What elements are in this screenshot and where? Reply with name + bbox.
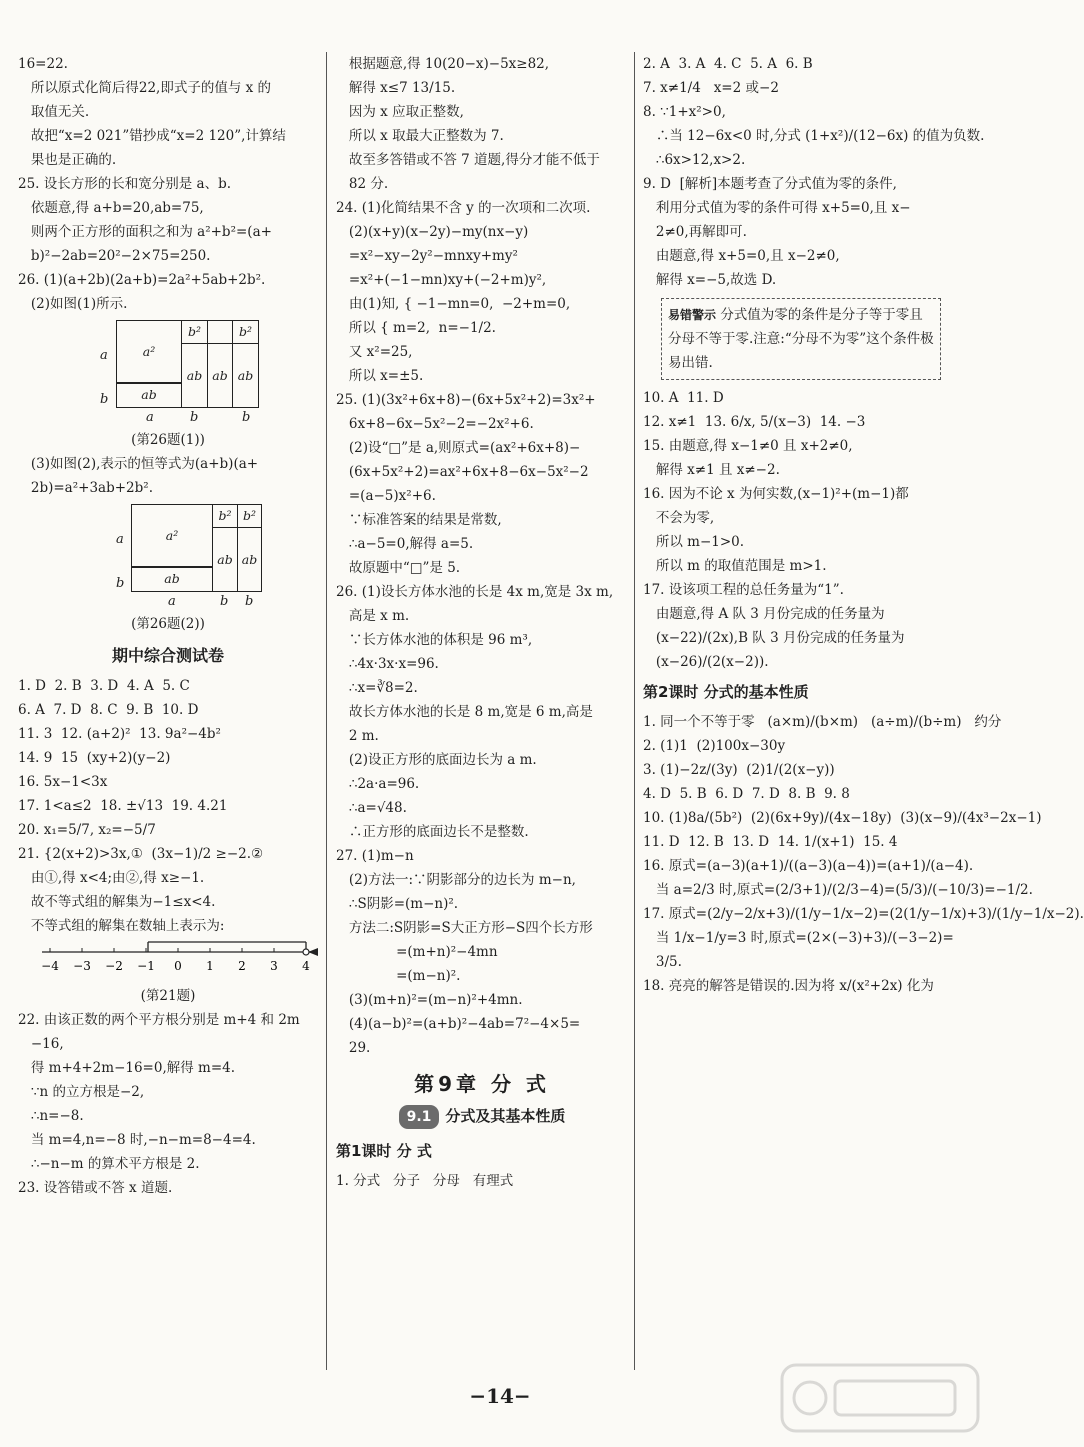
text-line: 高是 x m. (336, 608, 410, 624)
warning-text: 分式值为零的条件是分子等于零且分母不等于零.注意:“分母不为零”这个条件极易出错. (668, 307, 934, 371)
text-line: (2)如图(1)所示. (18, 296, 128, 312)
text-line: (6x+5x²+2)=ax²+6x+8−6x−5x²−2 (336, 464, 589, 480)
tick-label: −3 (73, 959, 91, 973)
text-line: ∵长方体水池的体积是 96 m³, (336, 632, 533, 648)
text-line: (2)设“□”是 a,则原式=(ax²+6x+8)− (336, 440, 581, 456)
text-line: 16. 因为不论 x 为何实数,(x−1)²+(m−1)都 (643, 486, 909, 502)
tick-label: 3 (270, 959, 278, 973)
text-line: 不等式组的解集在数轴上表示为: (18, 918, 225, 934)
text-line: 所以 m−1>0. (643, 534, 745, 550)
text-line: 3/5. (643, 954, 682, 970)
answer-block (18, 452, 318, 500)
number-line (18, 938, 308, 984)
text-line: 16. 5x−1<3x (18, 774, 108, 790)
text-line: 所以 { m=2, n=−1/2. (336, 320, 496, 336)
figure-caption: (第26题(2)) (131, 616, 205, 632)
fig-cell (207, 320, 233, 344)
text-line: 当 m=4,n=−8 时,−n−m=8−4=4. (18, 1132, 256, 1148)
column-divider (326, 52, 327, 1370)
text-line: 2b)=a²+3ab+2b². (18, 480, 153, 496)
text-line: ∴n=−8. (18, 1108, 84, 1124)
text-line: 27. (1)m−n (336, 848, 414, 864)
section-badge: 9.1 (399, 1105, 440, 1129)
text-line: ∴a=√48. (336, 800, 407, 816)
fig-cell: ab (131, 566, 213, 592)
text-line: ∴当 12−6x<0 时,分式 (1+x²)/(12−6x) 的值为负数. (643, 128, 985, 144)
text-line: 25. 设长方形的长和宽分别是 a、b. (18, 176, 232, 192)
fig-side-label: a (116, 532, 124, 547)
text-line: ∴a−5=0,解得 a=5. (336, 536, 474, 552)
text-line: 6. A 7. D 8. C 9. B 10. D (18, 702, 199, 718)
answer-block (643, 710, 1084, 998)
text-line: 当 a=2/3 时,原式=(2/3+1)/(2/3−4)=(5/3)/(−10/3)=−1/2. (643, 882, 1033, 898)
answer-block (336, 1169, 628, 1193)
answer-block (643, 52, 985, 292)
fig-cell: ab (207, 343, 233, 408)
column-middle (336, 52, 628, 1193)
tick-label: −2 (105, 959, 123, 973)
text-line: 故把“x=2 021”错抄成“x=2 120”,计算结 (18, 128, 286, 144)
text-line: 解得 x≤7 13/15. (336, 80, 456, 96)
text-line: (4)(a−b)²=(a+b)²−4ab=7²−4×5= (336, 1016, 581, 1032)
text-line: ∴正方形的底面边长不是整数. (336, 824, 529, 840)
warning-tag: 易错警示 (668, 308, 717, 322)
text-line: 不会为零, (643, 510, 715, 526)
fig-cell: ab (116, 382, 182, 408)
text-line: (2)设正方形的底面边长为 a m. (336, 752, 537, 768)
answer-block (643, 386, 943, 674)
fig-cell: ab (232, 343, 259, 408)
text-line: 所以 x=±5. (336, 368, 424, 384)
text-line: =x²+(−1−mn)xy+(−2+m)y², (336, 272, 547, 288)
text-line: (3)如图(2),表示的恒等式为(a+b)(a+ (18, 456, 259, 472)
text-line: 9. D [解析]本题考查了分式值为零的条件, (643, 176, 897, 192)
text-line: 17. 1<a≤2 18. ±√13 19. 4.21 (18, 798, 228, 814)
fig-cell: ab (181, 343, 208, 408)
answer-block (18, 674, 318, 938)
column-right (643, 52, 1084, 998)
fig-bottom-label: b (245, 594, 254, 609)
text-line: 得 m+4+2m−16=0,解得 m=4. (18, 1060, 236, 1076)
text-line: 故不等式组的解集为−1≤x<4. (18, 894, 216, 910)
fig-bottom-label: b (242, 410, 251, 425)
tick-label: −1 (137, 959, 155, 973)
text-line: 故原题中“□”是 5. (336, 560, 461, 576)
tick-label: 2 (238, 959, 246, 973)
text-line: 根据题意,得 10(20−x)−5x≥82, (336, 56, 550, 72)
text-line: b)²−2ab=20²−2×75=250. (18, 248, 211, 264)
answer-block (18, 1008, 318, 1200)
text-line: ∵n 的立方根是−2, (18, 1084, 145, 1100)
text-line: 10. (1)8a/(5b²) (2)(6x+9y)/(4x−18y) (3)(x−9)/(4x³−2x−1) (643, 810, 1042, 826)
column-left (18, 52, 318, 1200)
error-warning-box (661, 298, 941, 380)
fig-cell: b² (232, 320, 259, 344)
text-line: 4. D 5. B 6. D 7. D 8. B 9. 8 (643, 786, 850, 802)
page-number: −14− (469, 1384, 531, 1408)
fig-side-label: b (116, 576, 125, 591)
text-line: 故长方体水池的长是 8 m,宽是 6 m,高是 (336, 704, 593, 720)
text-line: 17. 设该项工程的总任务量为“1”. (643, 582, 844, 598)
fig-bottom-label: a (146, 410, 154, 425)
tick-label: 4 (302, 959, 310, 973)
text-line: 7. x≠1/4 x=2 或−2 (643, 80, 779, 96)
text-line: 16. 原式=(a−3)(a+1)/((a−3)(a−4))=(a+1)/(a−4). (643, 858, 974, 874)
text-line: (x−22)/(2x),B 队 3 月份完成的任务量为 (643, 630, 905, 646)
text-line: 26. (1)设长方体水池的长是 4x m,宽是 3x m, (336, 584, 614, 600)
text-line: =x²−xy−2y²−mnxy+my² (336, 248, 518, 264)
text-line: −16, (18, 1036, 64, 1052)
text-line: 25. (1)(3x²+6x+8)−(6x+5x²+2)=3x²+ (336, 392, 596, 408)
text-line: 2. A 3. A 4. C 5. A 6. B (643, 56, 813, 72)
figure-caption: (第21题) (140, 988, 196, 1004)
fig-cell: b² (237, 504, 262, 528)
tick-label: 0 (174, 959, 182, 973)
figure-26-1 (18, 320, 318, 424)
text-line: 利用分式值为零的条件可得 x+5=0,且 x− (643, 200, 911, 216)
text-line: 1. 同一个不等于零 (a×m)/(b×m) (a÷m)/(b÷m) 约分 (643, 714, 1002, 730)
text-line: 则两个正方形的面积之和为 a²+b²=(a+ (18, 224, 272, 240)
fig-cell: ab (212, 527, 238, 592)
text-line: 26. (1)(a+2b)(2a+b)=2a²+5ab+2b². (18, 272, 266, 288)
text-line: 17. 原式=(2/y−2/x+3)/(1/y−1/x−2)=(2(1/y−1/x)+3)/(1/y−1/x−2). (643, 906, 1084, 922)
watermark-logo (780, 1363, 980, 1433)
text-line: 23. 设答错或不答 x 道题. (18, 1180, 173, 1196)
text-line: 由①,得 x<4;由②,得 x≥−1. (18, 870, 205, 886)
text-line: ∴2a·a=96. (336, 776, 420, 792)
text-line: 当 1/x−1/y=3 时,原式=(2×(−3)+3)/(−3−2)= (643, 930, 954, 946)
text-line: 12. x≠1 13. 6/x, 5/(x−3) 14. −3 (643, 414, 866, 430)
text-line: 依题意,得 a+b=20,ab=75, (18, 200, 204, 216)
text-line: 由题意,得 A 队 3 月份完成的任务量为 (643, 606, 885, 622)
tick-label: 1 (206, 959, 214, 973)
text-line: 方法二:S阴影=S大正方形−S四个长方形 (336, 920, 593, 936)
text-line: ∴−n−m 的算术平方根是 2. (18, 1156, 200, 1172)
text-line: 24. (1)化简结果不含 y 的一次项和二次项. (336, 200, 591, 216)
text-line: 2. (1)1 (2)100x−30y (643, 738, 786, 754)
text-line: (x−26)/(2(x−2)). (643, 654, 769, 670)
text-line: 6x+8−6x−5x²−2=−2x²+6. (336, 416, 534, 432)
text-line: (2)(x+y)(x−2y)−my(nx−y) (336, 224, 529, 240)
fig-bottom-label: b (220, 594, 229, 609)
text-line: 82 分. (336, 176, 389, 192)
fig-cell: a² (131, 504, 213, 568)
text-line: 所以原式化简后得22,即式子的值与 x 的 (18, 80, 272, 96)
text-line: 20. x₁=5/7, x₂=−5/7 (18, 822, 156, 838)
fig-bottom-label: a (168, 594, 176, 609)
text-line: 因为 x 应取正整数, (336, 104, 464, 120)
fig-cell: a² (116, 320, 182, 384)
text-line: 所以 m 的取值范围是 m>1. (643, 558, 827, 574)
answer-block (18, 52, 318, 316)
text-line: 14. 9 15 (xy+2)(y−2) (18, 750, 171, 766)
fig-side-label: a (100, 348, 108, 363)
section-heading (336, 1104, 628, 1129)
tick-label: −4 (41, 959, 59, 973)
exam-title: 期中综合测试卷 (111, 646, 224, 665)
text-line: 解得 x=−5,故选 D. (643, 272, 777, 288)
lesson-title: 第2课时 分式的基本性质 (643, 683, 809, 701)
text-line: 又 x²=25, (336, 344, 413, 360)
text-line: 16=22. (18, 56, 68, 72)
text-line: 取值无关. (18, 104, 90, 120)
text-line: 8. ∵1+x²>0, (643, 104, 726, 120)
text-line: ∴x=∛8=2. (336, 680, 418, 696)
text-line: =(m+n)²−4mn (336, 944, 498, 960)
text-line: 由(1)知, { −1−mn=0, −2+m=0, (336, 296, 571, 312)
text-line: 2 m. (336, 728, 379, 744)
text-line: 2≠0,再解即可. (643, 224, 747, 240)
text-line: =(a−5)x²+6. (336, 488, 436, 504)
text-line: 所以 x 取最大正整数为 7. (336, 128, 504, 144)
text-line: (3)(m+n)²=(m−n)²+4mn. (336, 992, 523, 1008)
text-line: ∴S阴影=(m−n)². (336, 896, 459, 912)
text-line: 11. 3 12. (a+2)² 13. 9a²−4b² (18, 726, 221, 742)
text-line: (2)方法一:∵阴影部分的边长为 m−n, (336, 872, 576, 888)
fig-cell: b² (181, 320, 208, 344)
fig-cell: b² (212, 504, 238, 528)
text-line: =(m−n)². (336, 968, 461, 984)
lesson-title: 第1课时 分 式 (336, 1142, 432, 1160)
figure-caption: (第26题(1)) (131, 432, 205, 448)
answer-block (336, 52, 628, 1060)
text-line: 果也是正确的. (18, 152, 117, 168)
text-line: 21. {2(x+2)>3x,① (3x−1)/2 ≥−2.② (18, 846, 264, 862)
text-line: 10. A 11. D (643, 390, 724, 406)
column-divider (634, 52, 635, 1370)
text-line: ∵标准答案的结果是常数, (336, 512, 502, 528)
figure-26-2 (18, 504, 318, 608)
text-line: ∴6x>12,x>2. (643, 152, 746, 168)
text-line: 由题意,得 x+5=0,且 x−2≠0, (643, 248, 840, 264)
text-line: ∴4x·3x·x=96. (336, 656, 439, 672)
chapter-title: 第9章 分 式 (414, 1072, 550, 1096)
text-line: 18. 亮亮的解答是错误的.因为将 x/(x²+2x) 化为 (643, 978, 934, 994)
fig-cell: ab (237, 527, 262, 592)
text-line: 11. D 12. B 13. D 14. 1/(x+1) 15. 4 (643, 834, 898, 850)
fig-side-label: b (100, 392, 109, 407)
fig-bottom-label: b (190, 410, 199, 425)
text-line: 15. 由题意,得 x−1≠0 且 x+2≠0, (643, 438, 853, 454)
text-line: 3. (1)−2z/(3y) (2)1/(2(x−y)) (643, 762, 835, 778)
text-line: 29. (336, 1040, 371, 1056)
text-line: 1. 分式 分子 分母 有理式 (336, 1173, 514, 1189)
section-title: 分式及其基本性质 (445, 1107, 566, 1125)
text-line: 解得 x≠1 且 x≠−2. (643, 462, 780, 478)
text-line: 1. D 2. B 3. D 4. A 5. C (18, 678, 190, 694)
text-line: 22. 由该正数的两个平方根分别是 m+4 和 2m (18, 1012, 300, 1028)
text-line: 故至多答错或不答 7 道题,得分才能不低于 (336, 152, 600, 168)
